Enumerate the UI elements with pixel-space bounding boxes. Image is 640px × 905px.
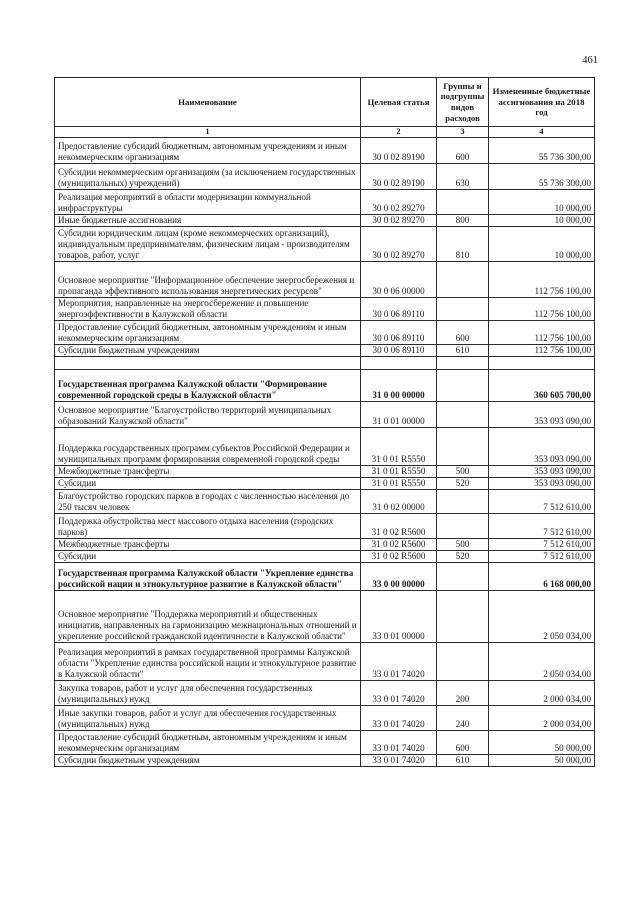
target-article-cell: 30 0 06 00000 — [361, 262, 437, 298]
amount-cell: 6 168 000,00 — [489, 563, 595, 591]
table-row — [55, 190, 595, 215]
name-cell: Иные бюджетные ассигнования — [55, 215, 361, 227]
header-expense-groups: Группы и подгруппы видов расходов — [437, 78, 489, 127]
target-article-cell: 30 0 02 89190 — [361, 164, 437, 190]
name-cell: Субсидии бюджетным учреждениям — [55, 755, 361, 767]
amount-cell: 2 050 034,00 — [489, 591, 595, 643]
expense-group-cell: 630 — [437, 164, 489, 190]
amount-cell: 2 000 034,00 — [489, 706, 595, 731]
target-article-cell: 31 0 01 R5550 — [361, 478, 437, 490]
table-row — [55, 591, 595, 643]
expense-group-cell: 500 — [437, 539, 489, 551]
name-cell: Основное мероприятие "Информационное обеспечение энергосбережения и пропаганда эффективного использования энергетических ресурсов" — [55, 262, 361, 298]
table-row — [55, 262, 595, 298]
name-cell: Поддержка обустройства мест массового отдыха населения (городских парков) — [55, 514, 361, 539]
page-number: 461 — [582, 55, 598, 66]
expense-group-cell: 520 — [437, 478, 489, 490]
name-cell: Основное мероприятие "Благоустройство территорий муниципальных образований Калужской области" — [55, 402, 361, 428]
expense-group-cell: 200 — [437, 681, 489, 706]
target-article-cell: 31 0 01 R5550 — [361, 428, 437, 466]
target-article-cell: 30 0 02 89270 — [361, 227, 437, 262]
amount-cell: 2 050 034,00 — [489, 643, 595, 681]
expense-group-cell — [437, 298, 489, 321]
name-cell: Предоставление субсидий бюджетным, автономным учреждениям и иным некоммерческим организациям — [55, 321, 361, 345]
target-article-cell: 30 0 02 89190 — [361, 138, 437, 164]
table-row — [55, 755, 595, 767]
header-amount: Измененные бюджетные ассигнования на 2018 год — [489, 78, 595, 127]
table-row — [55, 563, 595, 591]
column-number-row — [55, 127, 595, 138]
name-cell: Субсидии юридическим лицам (кроме некоммерческих организаций), индивидуальным предпринимателям, физическим лицам - производителям товаров, работ, услуг — [55, 227, 361, 262]
name-cell: Основное мероприятие "Поддержка мероприятий и общественных инициатив, направленных на гармонизацию межнациональных отношений и укрепление российской гражданской идентичности в Калужской области" — [55, 591, 361, 643]
target-article-cell: 31 0 02 R5600 — [361, 514, 437, 539]
expense-group-cell: 600 — [437, 321, 489, 345]
name-cell: Межбюджетные трансферты — [55, 466, 361, 478]
amount-cell: 7 512 610,00 — [489, 551, 595, 563]
amount-cell: 7 512 610,00 — [489, 490, 595, 514]
expense-group-cell: 500 — [437, 466, 489, 478]
name-cell: Реализация мероприятий в области модернизации коммунальной инфраструктуры — [55, 190, 361, 215]
expense-group-cell — [437, 402, 489, 428]
amount-cell: 112 756 100,00 — [489, 321, 595, 345]
budget-table — [54, 77, 595, 767]
amount-cell: 353 093 090,00 — [489, 466, 595, 478]
table-row — [55, 478, 595, 490]
table-row — [55, 681, 595, 706]
expense-group-cell: 810 — [437, 227, 489, 262]
name-cell: Благоустройство городских парков в городах с численностью населения до 250 тысяч человек — [55, 490, 361, 514]
spacer-cell — [437, 357, 489, 370]
name-cell: Закупка товаров, работ и услуг для обеспечения государственных (муниципальных) нужд — [55, 681, 361, 706]
column-number: 2 — [361, 127, 437, 138]
name-cell: Реализация мероприятий в рамках государственной программы Калужской области "Укрепление единства российской нации и этнокультурное развитие в Калужской области" — [55, 643, 361, 681]
target-article-cell: 31 0 01 R5550 — [361, 466, 437, 478]
amount-cell: 353 093 090,00 — [489, 478, 595, 490]
target-article-cell: 30 0 06 89110 — [361, 321, 437, 345]
name-cell: Государственная программа Калужской области "Формирование современной городской среды в Калужской области" — [55, 370, 361, 402]
table-row — [55, 466, 595, 478]
expense-group-cell — [437, 514, 489, 539]
expense-group-cell: 240 — [437, 706, 489, 731]
header-row — [55, 78, 595, 127]
header-target-article: Целевая статья — [361, 78, 437, 127]
expense-group-cell — [437, 490, 489, 514]
name-cell: Субсидии бюджетным учреждениям — [55, 345, 361, 357]
expense-group-cell — [437, 591, 489, 643]
expense-group-cell — [437, 262, 489, 298]
expense-group-cell — [437, 643, 489, 681]
table-row — [55, 215, 595, 227]
target-article-cell: 31 0 00 00000 — [361, 370, 437, 402]
target-article-cell: 33 0 01 74020 — [361, 706, 437, 731]
amount-cell: 7 512 610,00 — [489, 514, 595, 539]
target-article-cell: 31 0 01 00000 — [361, 402, 437, 428]
spacer-cell — [489, 357, 595, 370]
amount-cell: 10 000,00 — [489, 227, 595, 262]
table-row — [55, 428, 595, 466]
table-row — [55, 164, 595, 190]
table-row — [55, 345, 595, 357]
target-article-cell: 33 0 00 00000 — [361, 563, 437, 591]
expense-group-cell: 610 — [437, 755, 489, 767]
target-article-cell: 33 0 01 74020 — [361, 731, 437, 755]
target-article-cell: 30 0 02 89270 — [361, 190, 437, 215]
table-row — [55, 514, 595, 539]
expense-group-cell — [437, 428, 489, 466]
name-cell: Иные закупки товаров, работ и услуг для обеспечения государственных (муниципальных) нужд — [55, 706, 361, 731]
expense-group-cell: 520 — [437, 551, 489, 563]
amount-cell: 2 000 034,00 — [489, 681, 595, 706]
amount-cell: 10 000,00 — [489, 190, 595, 215]
amount-cell: 353 093 090,00 — [489, 402, 595, 428]
amount-cell: 50 000,00 — [489, 755, 595, 767]
amount-cell: 112 756 100,00 — [489, 345, 595, 357]
spacer-cell — [361, 357, 437, 370]
name-cell: Субсидии — [55, 478, 361, 490]
target-article-cell: 33 0 01 74020 — [361, 755, 437, 767]
table-row — [55, 138, 595, 164]
expense-group-cell: 600 — [437, 138, 489, 164]
target-article-cell: 30 0 06 89110 — [361, 298, 437, 321]
column-number: 3 — [437, 127, 489, 138]
amount-cell: 360 605 700,00 — [489, 370, 595, 402]
header-name: Наименование — [55, 78, 361, 127]
expense-group-cell — [437, 190, 489, 215]
amount-cell: 353 093 090,00 — [489, 428, 595, 466]
table-row — [55, 643, 595, 681]
target-article-cell: 31 0 02 R5600 — [361, 539, 437, 551]
expense-group-cell — [437, 563, 489, 591]
target-article-cell: 30 0 06 89110 — [361, 345, 437, 357]
name-cell: Государственная программа Калужской области "Укрепление единства российской нации и этнокультурное развитие в Калужской области" — [55, 563, 361, 591]
amount-cell: 10 000,00 — [489, 215, 595, 227]
name-cell: Межбюджетные трансферты — [55, 539, 361, 551]
name-cell: Субсидии — [55, 551, 361, 563]
table-row — [55, 731, 595, 755]
expense-group-cell: 610 — [437, 345, 489, 357]
column-number: 1 — [55, 127, 361, 138]
name-cell: Мероприятия, направленные на энергосбережение и повышение энергоэффективности в Калужской области — [55, 298, 361, 321]
expense-group-cell: 600 — [437, 731, 489, 755]
spacer-row — [55, 357, 595, 370]
name-cell: Поддержка государственных программ субъектов Российской Федерации и муниципальных программ формирования современной городской среды — [55, 428, 361, 466]
expense-group-cell: 800 — [437, 215, 489, 227]
target-article-cell: 31 0 02 R5600 — [361, 551, 437, 563]
name-cell: Предоставление субсидий бюджетным, автономным учреждениям и иным некоммерческим организациям — [55, 138, 361, 164]
amount-cell: 7 512 610,00 — [489, 539, 595, 551]
table-row — [55, 551, 595, 563]
target-article-cell: 33 0 01 74020 — [361, 643, 437, 681]
amount-cell: 55 736 300,00 — [489, 138, 595, 164]
table-row — [55, 706, 595, 731]
table-row — [55, 490, 595, 514]
target-article-cell: 30 0 02 89270 — [361, 215, 437, 227]
target-article-cell: 33 0 01 00000 — [361, 591, 437, 643]
amount-cell: 50 000,00 — [489, 731, 595, 755]
target-article-cell: 33 0 01 74020 — [361, 681, 437, 706]
name-cell: Субсидии некоммерческим организациям (за исключением государственных (муниципальных) учреждений) — [55, 164, 361, 190]
table-row — [55, 321, 595, 345]
column-number: 4 — [489, 127, 595, 138]
expense-group-cell — [437, 370, 489, 402]
table-row — [55, 227, 595, 262]
amount-cell: 55 736 300,00 — [489, 164, 595, 190]
table-row — [55, 370, 595, 402]
name-cell: Предоставление субсидий бюджетным, автономным учреждениям и иным некоммерческим организациям — [55, 731, 361, 755]
amount-cell: 112 756 100,00 — [489, 262, 595, 298]
amount-cell: 112 756 100,00 — [489, 298, 595, 321]
table-row — [55, 402, 595, 428]
spacer-cell — [55, 357, 361, 370]
target-article-cell: 31 0 02 00000 — [361, 490, 437, 514]
table-row — [55, 298, 595, 321]
table-row — [55, 539, 595, 551]
